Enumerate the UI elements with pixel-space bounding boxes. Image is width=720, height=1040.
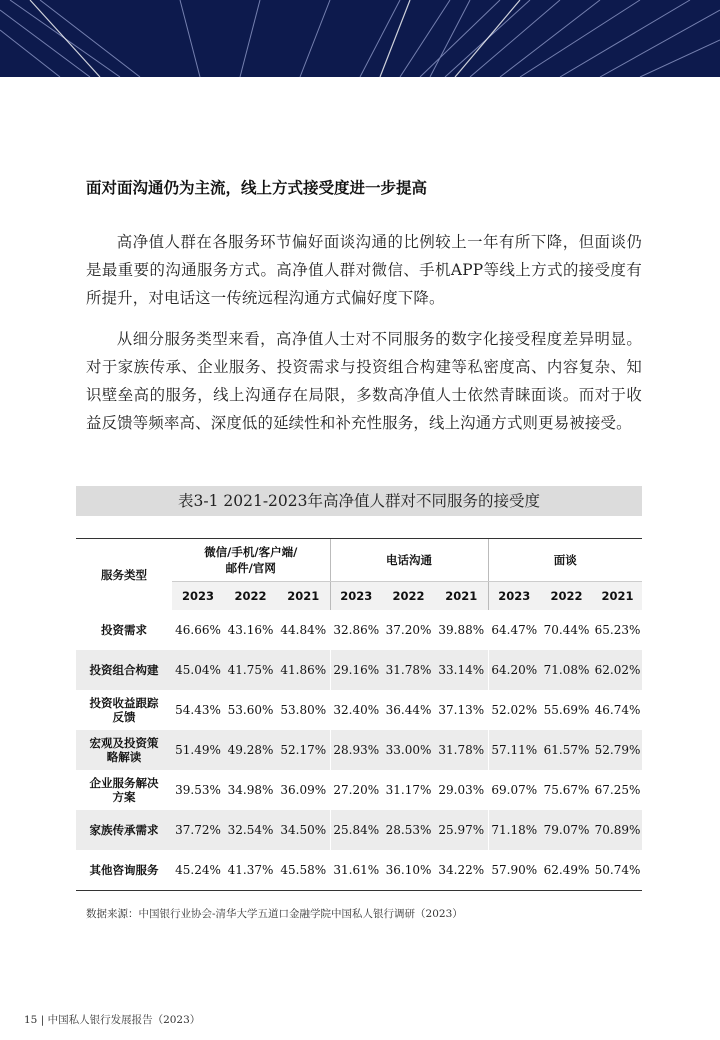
table-row (76, 810, 642, 850)
group-header-online (172, 539, 330, 582)
value-cell: 65.23% (594, 623, 641, 637)
value-cell: 79.07% (540, 810, 593, 850)
value-cell: 28.93% (330, 730, 382, 770)
value-cell: 31.61% (330, 850, 382, 891)
value-cell: 46.66% (175, 623, 221, 637)
value-cell: 71.08% (540, 650, 593, 690)
year-header: 2022 (224, 582, 277, 611)
value-cell: 50.74% (593, 850, 642, 891)
service-type-header: 服务类型 (76, 539, 172, 611)
service-type-line: 反馈 (112, 710, 136, 724)
value-cell: 52.17% (277, 730, 330, 770)
service-type-cell: 投资需求 (101, 623, 147, 637)
service-type-cell: 投资组合构建 (76, 650, 172, 690)
value-cell: 39.88% (438, 623, 485, 637)
year-header: 2023 (330, 582, 382, 611)
value-cell: 37.13% (438, 703, 485, 717)
table-row (76, 730, 642, 770)
service-type-line: 企业服务解决 (89, 776, 159, 790)
value-cell: 70.44% (543, 623, 590, 637)
value-cell: 29.16% (330, 650, 382, 690)
service-type-cell: 其他咨询服务 (76, 850, 172, 891)
value-cell: 31.17% (385, 783, 432, 797)
value-cell: 36.10% (382, 850, 435, 891)
value-cell: 57.90% (488, 850, 540, 891)
value-cell: 64.47% (488, 610, 540, 650)
service-type-cell: 家族传承需求 (76, 810, 172, 850)
value-cell: 71.18% (488, 810, 540, 850)
group-header-online-line1: 微信/手机/客户端/ (204, 545, 298, 559)
value-cell: 28.53% (382, 810, 435, 850)
value-cell: 41.75% (224, 650, 277, 690)
value-cell: 25.97% (435, 810, 488, 850)
table-row (76, 690, 642, 730)
value-cell: 46.74% (594, 703, 641, 717)
header-banner (0, 0, 720, 77)
value-cell: 25.84% (330, 810, 382, 850)
value-cell: 61.57% (540, 730, 593, 770)
year-header: 2023 (488, 582, 540, 611)
year-header: 2021 (435, 582, 488, 611)
value-cell: 51.49% (172, 730, 224, 770)
value-cell: 53.60% (227, 703, 274, 717)
table-body (76, 610, 642, 891)
service-type-line: 方案 (112, 790, 136, 804)
group-header-face: 面谈 (488, 539, 642, 582)
data-source-note: 数据来源：中国银行业协会-清华大学五道口金融学院中国私人银行调研（2023） (86, 908, 463, 920)
value-cell: 55.69% (543, 703, 590, 717)
section-heading: 面对面沟通仍为主流，线上方式接受度进一步提高 (86, 179, 428, 197)
value-cell: 62.49% (540, 850, 593, 891)
group-header-phone: 电话沟通 (330, 539, 488, 582)
group-header-online-line2: 邮件/官网 (225, 561, 276, 575)
table-row (76, 610, 642, 650)
value-cell: 45.24% (172, 850, 224, 891)
banner-light-rays-graphic (0, 0, 720, 77)
value-cell: 36.44% (385, 703, 432, 717)
year-header: 2022 (382, 582, 435, 611)
page-footer: 15 | 中国私人银行发展报告（2023） (24, 1014, 201, 1026)
value-cell: 33.00% (382, 730, 435, 770)
value-cell: 75.67% (543, 783, 590, 797)
service-type-line: 略解读 (106, 750, 142, 764)
service-type-cell (76, 770, 172, 810)
table-row (76, 850, 642, 891)
table-row (76, 770, 642, 810)
table-title: 表3-1 2021-2023年高净值人群对不同服务的接受度 (76, 486, 642, 516)
value-cell: 52.79% (593, 730, 642, 770)
value-cell: 43.16% (227, 623, 274, 637)
year-header: 2023 (172, 582, 224, 611)
value-cell: 31.78% (435, 730, 488, 770)
value-cell: 37.72% (172, 810, 224, 850)
value-cell: 41.86% (277, 650, 330, 690)
year-header: 2022 (540, 582, 593, 611)
value-cell: 45.58% (277, 850, 330, 891)
value-cell: 27.20% (330, 770, 382, 810)
value-cell: 45.04% (172, 650, 224, 690)
value-cell: 34.22% (435, 850, 488, 891)
value-cell: 34.98% (227, 783, 274, 797)
value-cell: 32.54% (224, 810, 277, 850)
value-cell: 69.07% (488, 770, 540, 810)
service-type-line: 宏观及投资策 (89, 736, 159, 750)
value-cell: 37.20% (385, 623, 432, 637)
year-header: 2021 (277, 582, 330, 611)
value-cell: 34.50% (277, 810, 330, 850)
value-cell: 31.78% (382, 650, 435, 690)
value-cell: 41.37% (224, 850, 277, 891)
year-header: 2021 (593, 582, 642, 611)
service-type-cell (76, 690, 172, 730)
service-type-cell (76, 730, 172, 770)
value-cell: 32.40% (330, 690, 382, 730)
value-cell: 39.53% (175, 783, 221, 797)
value-cell: 64.20% (488, 650, 540, 690)
value-cell: 67.25% (594, 783, 641, 797)
value-cell: 44.84% (280, 623, 327, 637)
acceptance-table (76, 538, 642, 891)
value-cell: 57.11% (488, 730, 540, 770)
value-cell: 52.02% (488, 690, 540, 730)
value-cell: 62.02% (593, 650, 642, 690)
value-cell: 70.89% (593, 810, 642, 850)
value-cell: 36.09% (280, 783, 327, 797)
value-cell: 29.03% (438, 783, 485, 797)
value-cell: 54.43% (175, 703, 221, 717)
table-row (76, 650, 642, 690)
value-cell: 49.28% (224, 730, 277, 770)
service-type-line: 投资收益跟踪 (89, 696, 159, 710)
value-cell: 33.14% (435, 650, 488, 690)
value-cell: 53.80% (280, 703, 327, 717)
value-cell: 32.86% (330, 610, 382, 650)
body-paragraph-1: 高净值人群在各服务环节偏好面谈沟通的比例较上一年有所下降，但面谈仍是最重要的沟通服务方式。高净值人群对微信、手机APP等线上方式的接受度有所提升，对电话这一传统远程沟通方式偏好度下降。 (86, 233, 642, 307)
body-paragraph-2: 从细分服务类型来看，高净值人士对不同服务的数字化接受程度差异明显。对于家族传承、企业服务、投资需求与投资组合构建等私密度高、内容复杂、知识壁垒高的服务，线上沟通存在局限，多数高净值人士依然青睐面谈。而对于收益反馈等频率高、深度低的延续性和补充性服务，线上沟通方式则更易被接受。 (86, 330, 642, 432)
